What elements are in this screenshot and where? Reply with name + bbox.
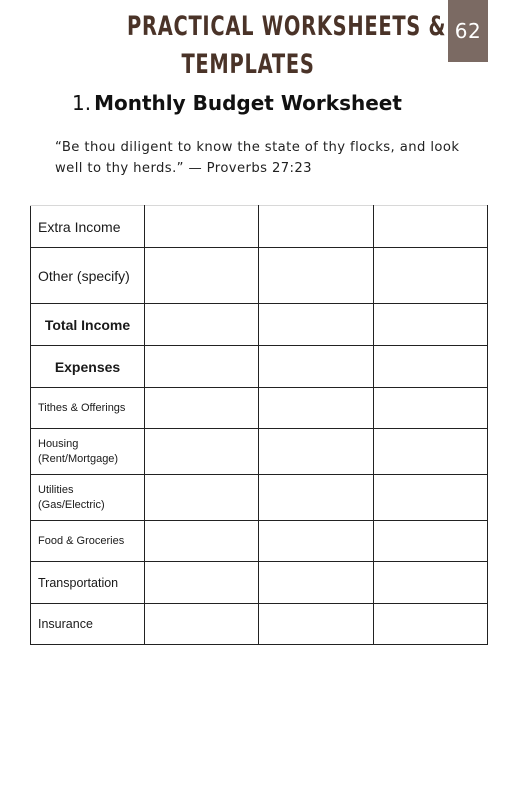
table-row-expenses-header [31,346,488,388]
table-cell[interactable] [145,248,259,304]
table-cell[interactable] [373,206,487,248]
table-cell[interactable] [145,304,259,346]
table-cell[interactable] [259,604,373,645]
table-cell[interactable] [373,429,487,475]
chapter-title [127,8,447,84]
table-cell[interactable] [373,388,487,429]
table-cell[interactable] [373,248,487,304]
section-heading [72,88,402,118]
table-cell[interactable] [259,562,373,604]
table-cell[interactable] [259,248,373,304]
table-cell[interactable] [145,429,259,475]
table-row-tithes [31,388,488,429]
row-label: Tithes & Offerings [31,388,145,429]
section-number: 1. [72,91,92,115]
table-cell[interactable] [259,346,373,388]
row-label: Expenses [31,346,145,388]
table-cell[interactable] [259,475,373,521]
budget-table [30,205,488,645]
table-cell[interactable] [145,206,259,248]
chapter-title-line-1: PRACTICAL WORKSHEETS & [127,11,447,42]
row-label: Housing (Rent/Mortgage) [31,429,145,475]
table-row-other [31,248,488,304]
table-cell[interactable] [373,521,487,562]
table-row-insurance [31,604,488,645]
table-cell[interactable] [145,562,259,604]
table-cell[interactable] [373,346,487,388]
table-cell[interactable] [259,521,373,562]
row-label: Total Income [31,304,145,346]
table-row-extra-income [31,206,488,248]
table-cell[interactable] [373,304,487,346]
table-cell[interactable] [373,475,487,521]
table-cell[interactable] [145,388,259,429]
table-cell[interactable] [259,429,373,475]
row-label: Utilities (Gas/Electric) [31,475,145,521]
row-label: Food & Groceries [31,521,145,562]
table-cell[interactable] [259,388,373,429]
table-cell[interactable] [373,562,487,604]
page-number-badge: 62 [448,0,488,62]
table-row-housing [31,429,488,475]
table-row-utilities [31,475,488,521]
table-cell[interactable] [145,604,259,645]
table-row-transportation [31,562,488,604]
table-cell[interactable] [259,206,373,248]
row-label: Other (specify) [31,248,145,304]
table-cell[interactable] [145,475,259,521]
table-cell[interactable] [145,346,259,388]
table-cell[interactable] [259,304,373,346]
row-label: Extra Income [31,206,145,248]
scripture-quote: “Be thou diligent to know the state of thy flocks, and look well to thy herds.” — Proverbs 27:23 [55,140,460,176]
section-title: Monthly Budget Worksheet [94,91,402,115]
table-cell[interactable] [373,604,487,645]
row-label: Insurance [31,604,145,645]
chapter-title-line-2: TEMPLATES [181,49,315,80]
row-label: Transportation [31,562,145,604]
table-row-food [31,521,488,562]
table-cell[interactable] [145,521,259,562]
table-row-total-income [31,304,488,346]
